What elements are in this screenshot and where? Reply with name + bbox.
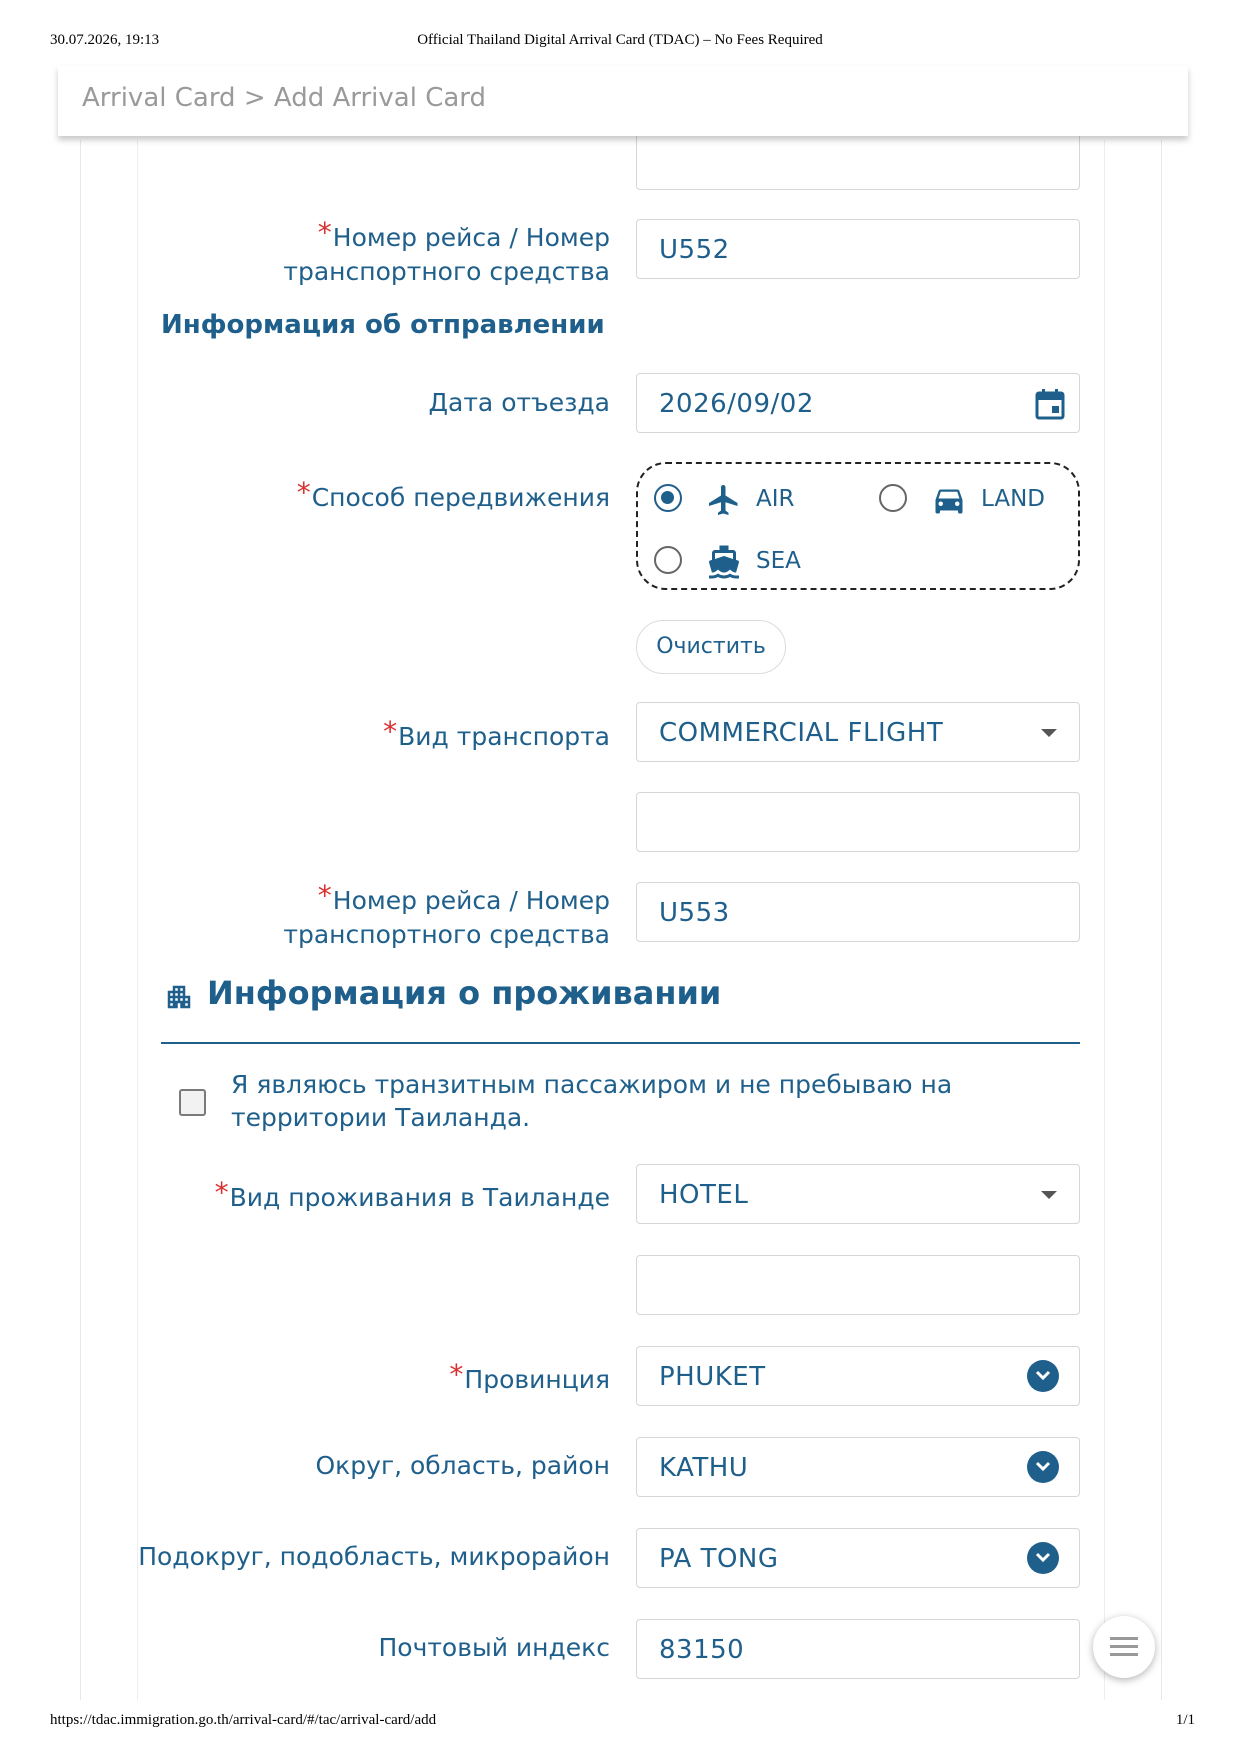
district-label: Округ, область, район [315, 1451, 610, 1480]
ship-icon [706, 544, 742, 580]
transport-extra-field[interactable] [636, 792, 1080, 852]
print-title: Official Thailand Digital Arrival Card (TDAC) – No Fees Required [417, 32, 823, 48]
transport-type-label: *Вид транспорта [383, 715, 610, 751]
accommodation-type-label: *Вид проживания в Таиланде [214, 1176, 610, 1212]
breadcrumb[interactable]: Arrival Card > Add Arrival Card [82, 83, 487, 113]
print-datetime: 30.07.2026, 19:13 [50, 32, 160, 48]
province-select[interactable]: PHUKET [636, 1346, 1080, 1406]
calendar-icon[interactable] [1035, 388, 1065, 420]
dropdown-caret-icon [1041, 1191, 1057, 1199]
dropdown-caret-icon [1041, 729, 1057, 737]
print-header [0, 32, 1240, 52]
transport-type-select[interactable]: COMMERCIAL FLIGHT [636, 702, 1080, 762]
accommodation-extra-field[interactable] [636, 1255, 1080, 1315]
print-url: https://tdac.immigration.go.th/arrival-card/#/tac/arrival-card/add [50, 1712, 437, 1728]
postcode-label: Почтовый индекс [378, 1633, 610, 1662]
district-select[interactable]: KATHU [636, 1437, 1080, 1497]
subdistrict-select[interactable]: PA TONG [636, 1528, 1080, 1588]
print-footer [0, 1712, 1240, 1732]
top-bar [58, 66, 1188, 136]
travel-mode-radio-group: AIR LAND SEA [636, 462, 1080, 590]
chevron-down-icon[interactable] [1027, 1451, 1059, 1483]
travel-mode-label: *Способ передвижения [296, 476, 610, 512]
departure-flight-input[interactable]: U553 [636, 882, 1080, 942]
accommodation-type-select[interactable]: HOTEL [636, 1164, 1080, 1224]
radio-sea[interactable] [654, 546, 682, 574]
arrival-flight-input[interactable]: U552 [636, 219, 1080, 279]
airplane-icon [706, 482, 742, 518]
departure-flight-label: *Номер рейса / Номер транспортного средства [283, 879, 610, 949]
chevron-down-icon[interactable] [1027, 1360, 1059, 1392]
menu-icon [1110, 1637, 1138, 1640]
departure-date-input[interactable]: 2026/09/02 [636, 373, 1080, 433]
clear-button[interactable]: Очистить [636, 620, 786, 674]
print-page-number: 1/1 [1175, 1712, 1195, 1728]
province-label: *Провинция [449, 1358, 610, 1394]
menu-fab-button[interactable] [1093, 1616, 1155, 1678]
postcode-input[interactable]: 83150 [636, 1619, 1080, 1679]
arrival-extra-field[interactable] [636, 132, 1080, 190]
departure-section-title: Информация об отправлении [161, 310, 605, 340]
building-icon [164, 982, 194, 1012]
section-divider [161, 1042, 1080, 1044]
transit-checkbox-label[interactable]: Я являюсь транзитным пассажиром и не пребываю на территории Таиланда. [231, 1070, 953, 1132]
departure-date-label: Дата отъезда [428, 388, 610, 417]
car-icon [931, 482, 967, 518]
radio-air[interactable] [654, 484, 682, 512]
chevron-down-icon[interactable] [1027, 1542, 1059, 1574]
transit-checkbox[interactable] [179, 1089, 206, 1116]
radio-land[interactable] [879, 484, 907, 512]
accommodation-section-title: Информация о проживании [207, 974, 722, 1012]
subdistrict-label: Подокруг, подобласть, микрорайон [138, 1542, 610, 1571]
arrival-flight-label: *Номер рейса / Номер транспортного средства [283, 216, 610, 286]
